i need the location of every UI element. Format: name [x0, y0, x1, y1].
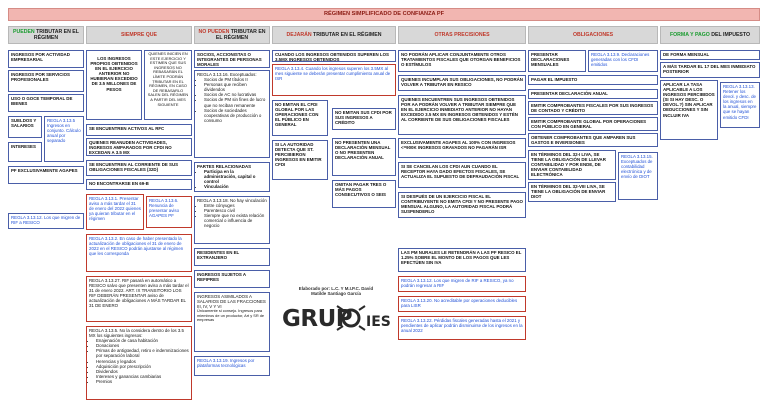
dejaran-omitan-pagos: OMITAN PAGAR TRES O MÁS PAGOS CONSECUTIVOS O SEIS	[332, 180, 396, 208]
list-item: • Adquisición por prescripción	[96, 364, 189, 369]
regla-3-13-13-devoluciones: REGLA 3.13.13. Retener los devol. y desc. de los ingresos en la anual, siempre que se hayan emitido CFDI	[720, 82, 760, 128]
precision-agapes-900k: EXCLUSIVAMENTE AGAPES AL 100% CON INGRESOS <=900K INGRESOS GRAVADOS NO PAGARÁN ISR	[398, 138, 526, 158]
header-siempre-que	[86, 26, 192, 44]
list-item: • Premios	[96, 379, 189, 384]
grupo-ies-logo	[282, 300, 394, 334]
precision-no-aplicar-tratamientos: NO PODRÁN APLICAR CONJUNTAMENTE OTROS TRATAMIENTOS FISCALES QUE OTORGAN BENEFICIOS O ESTÍMULOS	[398, 50, 526, 72]
pago-tasa-aplicable: APLICAR LA TASA APLICABLE A LOS INGRESOS PERCIBIDOS (SI SI HAY DESC. O DEVOL.?) SIN APLICAR DEDUCCIONES Y SIN INCLUIR IVA	[660, 80, 718, 140]
header-pueden	[8, 26, 84, 44]
header-pueden-text: TRIBUTAR EN EL RÉGIMEN	[33, 29, 79, 41]
pueden-uso-goce: USO O GOCE TEMPORAL DE BIENES	[8, 94, 84, 112]
pago-fecha-limite: A MÁS TARDAR EL 17 DEL MES INMEDIATO POSTERIOR	[660, 62, 760, 78]
regla-3-13-20-no-acreditable: REGLA 3.13.20. No acreditable por operaciones deducibles para LISR	[398, 296, 526, 312]
dejaran-autoridad-detecta: SI LA AUTORIDAD DETECTA QUE ST. PERCIBIERON INGRESOS EN EMITIR CFDI	[272, 140, 328, 180]
header-dejaran-keyword: DEJARÁN	[286, 32, 312, 38]
pueden-servicios-profesionales: INGRESOS POR SERVICIOS PROFESIONALES	[8, 70, 84, 92]
header-forma-pago	[660, 26, 760, 44]
list-item: • Intereses y ganancias cambiarias	[96, 374, 189, 379]
pueden-actividad-empresarial: INGRESOS POR ACTIVIDAD EMPRESARIAL	[8, 50, 84, 68]
list-item: • Herencias y legados	[96, 359, 189, 364]
logo-main-text: GRUP	[282, 306, 353, 332]
regla-3-13-5-ingresos-conjunto: REGLA 3.13.5 Ingresos en conjunto. Cálculo anual por separado	[44, 116, 84, 162]
map-title: RÉGIMEN SIMPLIFICADO DE CONFIANZA PF	[8, 8, 760, 21]
header-obligaciones-text: OBLIGACIONES	[572, 32, 614, 38]
partes-relacionadas-title: PARTES RELACIONADAS	[197, 164, 252, 169]
regla-3-13-27-rif-automatico: REGLA 3.13.27. RIF pasará en automático a RESICO salvo que presenten aviso a más tardar el 31 de enero 2022. ART. IX TRANSITORIO LOS RIF DEBERÁN PRESENTAR aviso de actualización de obligaciones A MÁS TARDAR EL 31 DE ENERO	[86, 276, 192, 322]
obligacion-pagar-impuesto: PAGAR EL IMPUESTO	[528, 75, 658, 85]
header-no-pueden-text: TRIBUTAR EN EL RÉGIMEN	[215, 29, 266, 41]
header-no-pueden-keyword: NO PUEDEN	[198, 29, 230, 35]
regla-3-13-12-no-regresar: REGLA 3.13.12. Los que migren de RIF a RESICO, ya no podrán regresar a RIF	[398, 276, 526, 292]
asimilados-title: INGRESOS ASIMILADOS A SALARIOS DE LAS FRACCIONES III, IV, V Y VI	[197, 294, 266, 310]
regla-3-13-18-title: REGLA 3.13.18. No hay vinculación	[197, 198, 267, 203]
dejaran-cfdi-global: NO EMITAN EL CFDI GLOBAL POR LAS OPERACIONES CON EL PÚBLICO EN GENERAL	[272, 100, 328, 136]
header-siempre-que-text: SIEMPRE QUE	[120, 32, 158, 38]
regla-3-13-5-ingresos-excluidos	[86, 326, 192, 400]
list-item: • Participa en la administración, capital o control	[204, 169, 267, 184]
no-pueden-asimilados	[194, 292, 270, 352]
regla-3-13-16-exceptuados	[194, 70, 270, 158]
regla-3-13-18-vinculacion	[194, 196, 270, 244]
list-item: • Vinculación	[204, 184, 267, 189]
siempre-que-limite-ingresos: LOS INGRESOS PROPIOS OBTENIDOS EN EL EJERCICIO ANTERIOR NO HUBIERAN EXCEDIDO DE 3.5 MILLONES DE PESOS	[86, 50, 142, 120]
list-item: • Socios de PM títulos II	[204, 77, 267, 82]
header-no-pueden	[194, 26, 270, 44]
pago-forma-mensual: DE FORMA MENSUAL	[660, 50, 760, 60]
siempre-que-al-corriente: SE ENCUENTREN AL CORRIENTE DE SUS OBLIGACIONES FISCALES (32D)	[86, 160, 192, 176]
list-item: • Primas de antigüedad, retiro e indemnizaciones por separación laboral	[96, 348, 189, 358]
logo-suffix-text: IES	[366, 314, 391, 330]
header-dejaran	[272, 26, 396, 44]
obligacion-comprobante-global: EMITIR COMPROBANTE GLOBAL POR OPERACIONES CON PÚBLICO EN GENERAL	[528, 117, 658, 131]
pueden-sueldos: SUELDOS Y SALARIOS	[8, 116, 42, 138]
precision-incumplan: QUIENES INCUMPLAN SUS OBLIGACIONES, NO PODRÁN VOLVER A TRIBUTAR EN RESICO	[398, 75, 526, 91]
author-line-1: Elaborado por: L.C. Y M.I.P.C. David	[298, 286, 374, 291]
ingresos-excluidos-list	[89, 338, 189, 384]
siempre-que-no-69b: NO ENCONTRARSE EN 69-B	[86, 179, 192, 190]
regla-3-13-5-title: REGLA 3.13.5. No la considera dentro de los 3.5 MX los siguientes ingresos:	[89, 328, 184, 339]
list-item: • Personas que reciben dividendos	[204, 82, 267, 92]
precision-retencion: LAS PM NURALES LE RETENDRÁN A LAS PF RESICO EL 1.25% SOBRE EL MONTO DE LOS PAGOS QUE LES EFECTÚEN SIN IVA	[398, 248, 526, 272]
regla-3-13-4-cumplimiento-anual: REGLA 3.13.4. Cuando los ingresos superen los 3.5MX al mes siguiente se deberán presentar cumplimiento anual de ISR	[272, 64, 396, 96]
header-otras-precisiones	[398, 26, 526, 44]
siempre-que-reanuden: QUIENES REANUDEN ACTIVIDADES, INGRESOS AMPARADOS POR CFDI NO EXCEDAN A 3.5 MX	[86, 138, 192, 156]
author-credit	[290, 286, 382, 296]
obligacion-declaraciones-mensuales: PRESENTAR DECLARACIONES MENSUALES	[528, 50, 586, 72]
obligacion-emitir-comprobantes: EMITIR COMPROBANTES FISCALES POR SUS INGRESOS DE CONTADO Y CRÉDITO	[528, 101, 658, 115]
vinculacion-list	[197, 203, 267, 228]
list-item: • Parentesco civil	[204, 208, 267, 213]
regla-3-13-12-migracion-rif: REGLA 3.13.12. Los que migren de RIF a RESICO	[8, 213, 84, 229]
regla-3-13-19-plataformas: REGLA 3.13.19. Ingresos por plataformas tecnológicas	[194, 356, 270, 376]
regla-3-13-2-actualizacion: REGLA 3.13.2. En caso de haber presentado la actualización de obligaciones el 31 de enero de 2022 en el RESICO podrán ajustarse al régimen que les corresponda	[86, 234, 192, 272]
no-pueden-socios: SOCIOS, ACCIONISTAS O INTEGRANTES DE PERSONAS MORALES	[194, 50, 270, 68]
regla-3-13-9-declaraciones: REGLA 3.13.9. Declaraciones generadas con los CFDI emitidos	[588, 50, 658, 72]
list-item: • Socios de AC no lucrativas	[204, 92, 267, 97]
obligacion-obtener-comprobantes: OBTENER COMPROBANTES QUE AMPAREN SUS GASTOS E INVERSIONES	[528, 133, 658, 147]
header-forma-pago-text: DEL IMPUESTO	[709, 32, 751, 38]
asimilados-detail: Únicamente si consejo. Ingresos para miembros de un productor, Art y SR de empresas	[197, 308, 265, 323]
precision-cancelacion-cfdi: SI SE CANCELAN LOS CFDI AUN CUANDO EL RECEPTOR HAYA DADO EFECTOS FISCALES, SE ACTUALIZA EL SUPUESTO DE DEFRAUDACIÓN FISCAL	[398, 162, 526, 188]
pueden-intereses: INTERESES	[8, 142, 42, 162]
list-item: • Entre cónyuges	[204, 203, 267, 208]
dejaran-superen-ingresos: CUANDO LOS INGRESOS OBTENIDOS SUPEREN LOS 3.5MX INGRESOS OBTENIDOS	[272, 50, 396, 62]
obligacion-contabilidad-electronica: EN TÉRMINOS DEL 32-I LIVA, SE TIENE LA OBLIGACIÓN DE LLEVAR CONTABILIDAD Y POR ENDE, DE ENVIAR CONTABILIDAD ELECTRÓNICA	[528, 150, 616, 180]
header-pueden-keyword: PUEDEN	[13, 29, 35, 35]
author-line-2: Matilde Santiago García	[311, 291, 361, 296]
list-item: • Dividendos	[96, 369, 189, 374]
list-item: • Siempre que no exista relación comercial o influencia de negocio	[204, 213, 267, 228]
regla-3-13-16-title: REGLA 3.13.16. Exceptuados:	[197, 72, 257, 77]
list-item: • Enajenación de casa habitación	[96, 338, 189, 343]
siempre-que-inicio-actividades: QUIENES INICIEN EN ESTE EJERCICIO Y ESTIMEN QUE SUS INGRESOS NO REBASARÁN EL LÍMITE PODRÁN TRIBUTAR EN EL RÉGIMEN, EN CASO DE REBASARLO SALEN DEL RÉGIMEN A PARTIR DEL MES SIGUIENTE	[144, 50, 192, 120]
siempre-que-activos-rfc: SE ENCUENTREN ACTIVOS AL RFC	[86, 124, 192, 136]
header-otras-precisiones-text: OTRAS PRECISIONES	[434, 32, 490, 38]
regla-3-13-6-renuncia-agapes: REGLA 3.13.6. Renuncia de presentar aviso AGAPES PF	[146, 196, 192, 228]
list-item: • Donaciones	[96, 343, 189, 348]
no-pueden-partes-relacionadas	[194, 162, 270, 192]
no-pueden-residentes-extranjero: RESIDENTES EN EL EXTRANJERO	[194, 248, 270, 266]
partes-relacionadas-list	[197, 169, 267, 189]
dejaran-cfdi-credito: NO EMITAN SUS CFDI POR SUS INGRESOS A CRÉDITO	[332, 108, 396, 130]
obligacion-declaracion-anual: PRESENTAR DECLARACIÓN ANUAL	[528, 89, 658, 99]
list-item: • Socios de sociedades cooperativas de producción o consumo	[204, 108, 267, 123]
header-dejaran-text: TRIBUTAR EN EL RÉGIMEN	[311, 32, 382, 38]
obligacion-diot: EN TÉRMINOS DEL 32-VIII LIVA, SE TIENE LA OBLIGACIÓN DE ENVIAR DIOT	[528, 182, 616, 202]
precision-volver-tributar: QUIENES ENCUENTREN SUS INGRESOS OBTENIDOS POR AA PODRÁN VOLVER A TRIBUTAR SIEMPRE QUE EN EL EJERCICIO INMEDIATO ANTERIOR NO HAYAN EXCEDIDO 3.5 MX EN INGRESOS OBTENIDOS Y ESTÉN AL CORRIENTE DE SUS OBLIGACIONES FISCALES	[398, 95, 526, 135]
exceptuados-list	[197, 77, 267, 123]
list-item: • Socios de PM sin fines de lucro que no reciban remanente	[204, 97, 267, 107]
header-obligaciones	[528, 26, 658, 44]
regla-3-13-22-perdidas: REGLA 3.13.22. Pérdidas fiscales generadas hasta el 2021 y pendientes de aplicar podrán disminuirse de los ingresos en la anual 2022	[398, 316, 526, 340]
precision-suspension: SI DESPUÉS DE UN EJERCICIO FISCAL EL CONTRIBUYENTE NO EMITA CFDI Y NO PRESENTE PAGO MENSUAL ALGUNO, LA AUTORIDAD FISCAL PODRÁ SUSPENDERLO	[398, 192, 526, 218]
pueden-agapes: PF EXCLUSIVAMENTE AGAPES	[8, 166, 84, 184]
regla-3-13-15-exceptuados: REGLA 3.13.15. Exceptuados de contabilidad electrónica y de envío de DIOT	[618, 152, 658, 200]
dejaran-no-declaracion: NO PRESENTEN UNA DECLARACIÓN MENSUAL O NO PRESENTEN DECLARACIÓN ANUAL	[332, 138, 396, 176]
header-forma-pago-keyword: FORMA Y PAGO	[669, 32, 710, 38]
regla-3-13-1-aviso: REGLA 3.13.1. Presentar aviso a más tardar el 31 de enero del 2022 quienes ya quieran tributar en el régimen	[86, 194, 144, 230]
no-pueden-refipres: INGRESOS SUJETOS A REFIPRES	[194, 270, 270, 288]
